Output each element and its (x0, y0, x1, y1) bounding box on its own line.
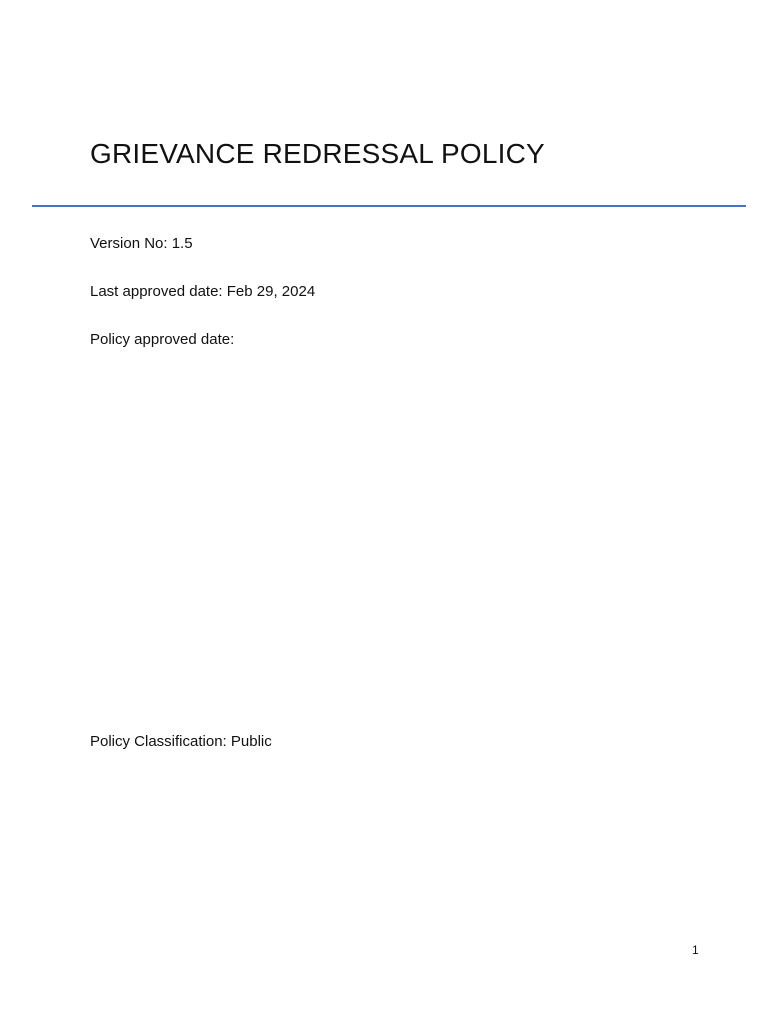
page-number: 1 (692, 943, 699, 957)
document-title: GRIEVANCE REDRESSAL POLICY (90, 138, 545, 169)
policy-classification: Policy Classification: Public (90, 733, 272, 750)
version-number: Version No: 1.5 (90, 235, 193, 252)
last-approved-date: Last approved date: Feb 29, 2024 (90, 283, 316, 300)
policy-approved-date: Policy approved date: (90, 331, 235, 348)
title-divider (32, 205, 746, 207)
